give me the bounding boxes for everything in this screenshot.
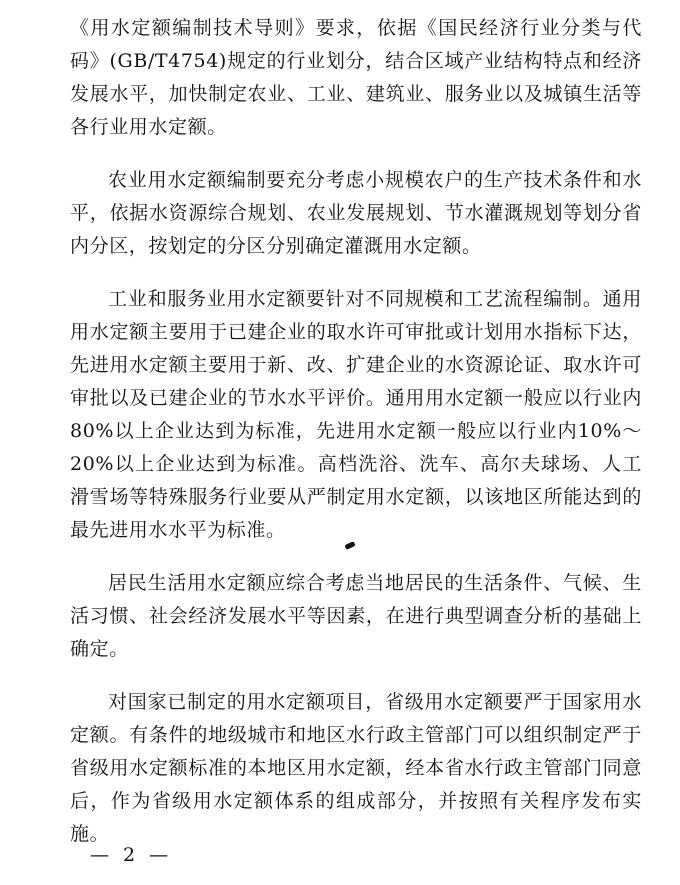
page-number: — 2 —	[90, 844, 173, 866]
paragraph-agriculture-quota: 农业用水定额编制要充分考虑小规模农户的生产技术条件和水平，依据水资源综合规划、农业发展规划、节水灌溉规划等划分省内分区，按划定的分区分别确定灌溉用水定额。	[70, 169, 642, 257]
document-body	[70, 12, 642, 871]
paragraph-provincial-quota: 对国家已制定的用水定额项目，省级用水定额要严于国家用水定额。有条件的地级城市和地区水行政主管部门可以组织制定严于省级用水定额标准的本地区用水定额，经本省水行政主管部门同意后，作为省级用水定额体系的组成部分，并按照有关程序发布实施。	[70, 691, 642, 845]
paragraph-residential-quota: 居民生活用水定额应综合考虑当地居民的生活条件、气候、生活习惯、社会经济发展水平等因素，在进行典型调查分析的基础上确定。	[70, 572, 642, 660]
paragraph-industry-service-quota: 工业和服务业用水定额要针对不同规模和工艺流程编制。通用用水定额主要用于已建企业的取水许可审批或计划用水指标下达，先进用水定额主要用于新、改、扩建企业的水资源论证、取水许可审批以及已建企业的节水水平评价。通用用水定额一般应以行业内80%以上企业达到为标准，先进用水定额一般应以行业内10%～20%以上企业达到为标准。高档洗浴、洗车、高尔夫球场、人工滑雪场等特殊服务行业要从严制定用水定额，以该地区所能达到的最先进用水水平为标准。	[70, 288, 642, 541]
paragraph-water-quota-guideline: 《用水定额编制技术导则》要求，依据《国民经济行业分类与代码》(GB/T4754)规定的行业划分，结合区域产业结构特点和经济发展水平，加快制定农业、工业、建筑业、服务业以及城镇生活等各行业用水定额。	[70, 17, 642, 138]
